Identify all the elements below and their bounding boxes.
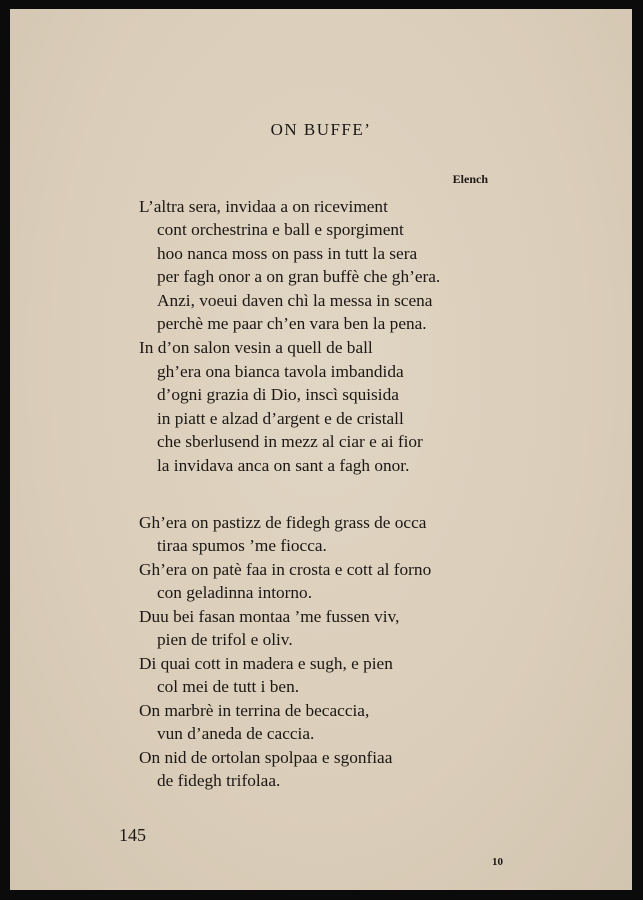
verse-line: d’ogni grazia di Dio, inscì squisida	[157, 385, 399, 404]
verse-line: L’altra sera, invidaa a on riceviment	[139, 197, 388, 216]
verse-line: con geladinna intorno.	[157, 583, 313, 602]
verse-line: Di quai cott in madera e sugh, e pien	[139, 654, 393, 673]
verse-line: Anzi, voeui daven chì la messa in scena	[157, 291, 433, 310]
verse-line: vun d’aneda de caccia.	[157, 724, 315, 743]
verse-line: cont orchestrina e ball e sporgiment	[157, 220, 404, 239]
poem-title: ON BUFFE’	[270, 120, 372, 139]
verse-line: Duu bei fasan montaa ’me fussen viv,	[139, 607, 400, 626]
page-number: 145	[119, 825, 146, 845]
verse-line: per fagh onor a on gran buffè che gh’era.	[157, 267, 441, 286]
verse-line: In d’on salon vesin a quell de ball	[139, 338, 373, 357]
verse-line: hoo nanca moss on pass in tutt la sera	[157, 244, 418, 263]
verse-line: gh’era ona bianca tavola imbandida	[157, 362, 404, 381]
verse-line: la invidava anca on sant a fagh onor.	[157, 456, 410, 475]
verse-line: perchè me paar ch’en vara ben la pena.	[157, 314, 427, 333]
poem-author: Elench	[452, 172, 488, 186]
verse-line: in piatt e alzad d’argent e de cristall	[157, 409, 404, 428]
verse-line: de fidegh trifolaa.	[157, 771, 281, 790]
verse-line: Gh’era on patè faa in crosta e cott al forno	[139, 560, 432, 579]
verse-line: pien de trifol e oliv.	[157, 630, 293, 649]
verse-line: On nid de ortolan spolpaa e sgonfiaa	[139, 748, 393, 767]
book-page	[10, 9, 632, 890]
verse-line: On marbrè in terrina de becaccia,	[139, 701, 370, 720]
verse-line: Gh’era on pastizz de fidegh grass de occa	[139, 513, 427, 532]
verse-line: che sberlusend in mezz al ciar e ai fior	[157, 432, 423, 451]
signature-mark: 10	[492, 856, 503, 868]
verse-line: tiraa spumos ’me fiocca.	[157, 536, 327, 555]
verse-line: col mei de tutt i ben.	[157, 677, 300, 696]
